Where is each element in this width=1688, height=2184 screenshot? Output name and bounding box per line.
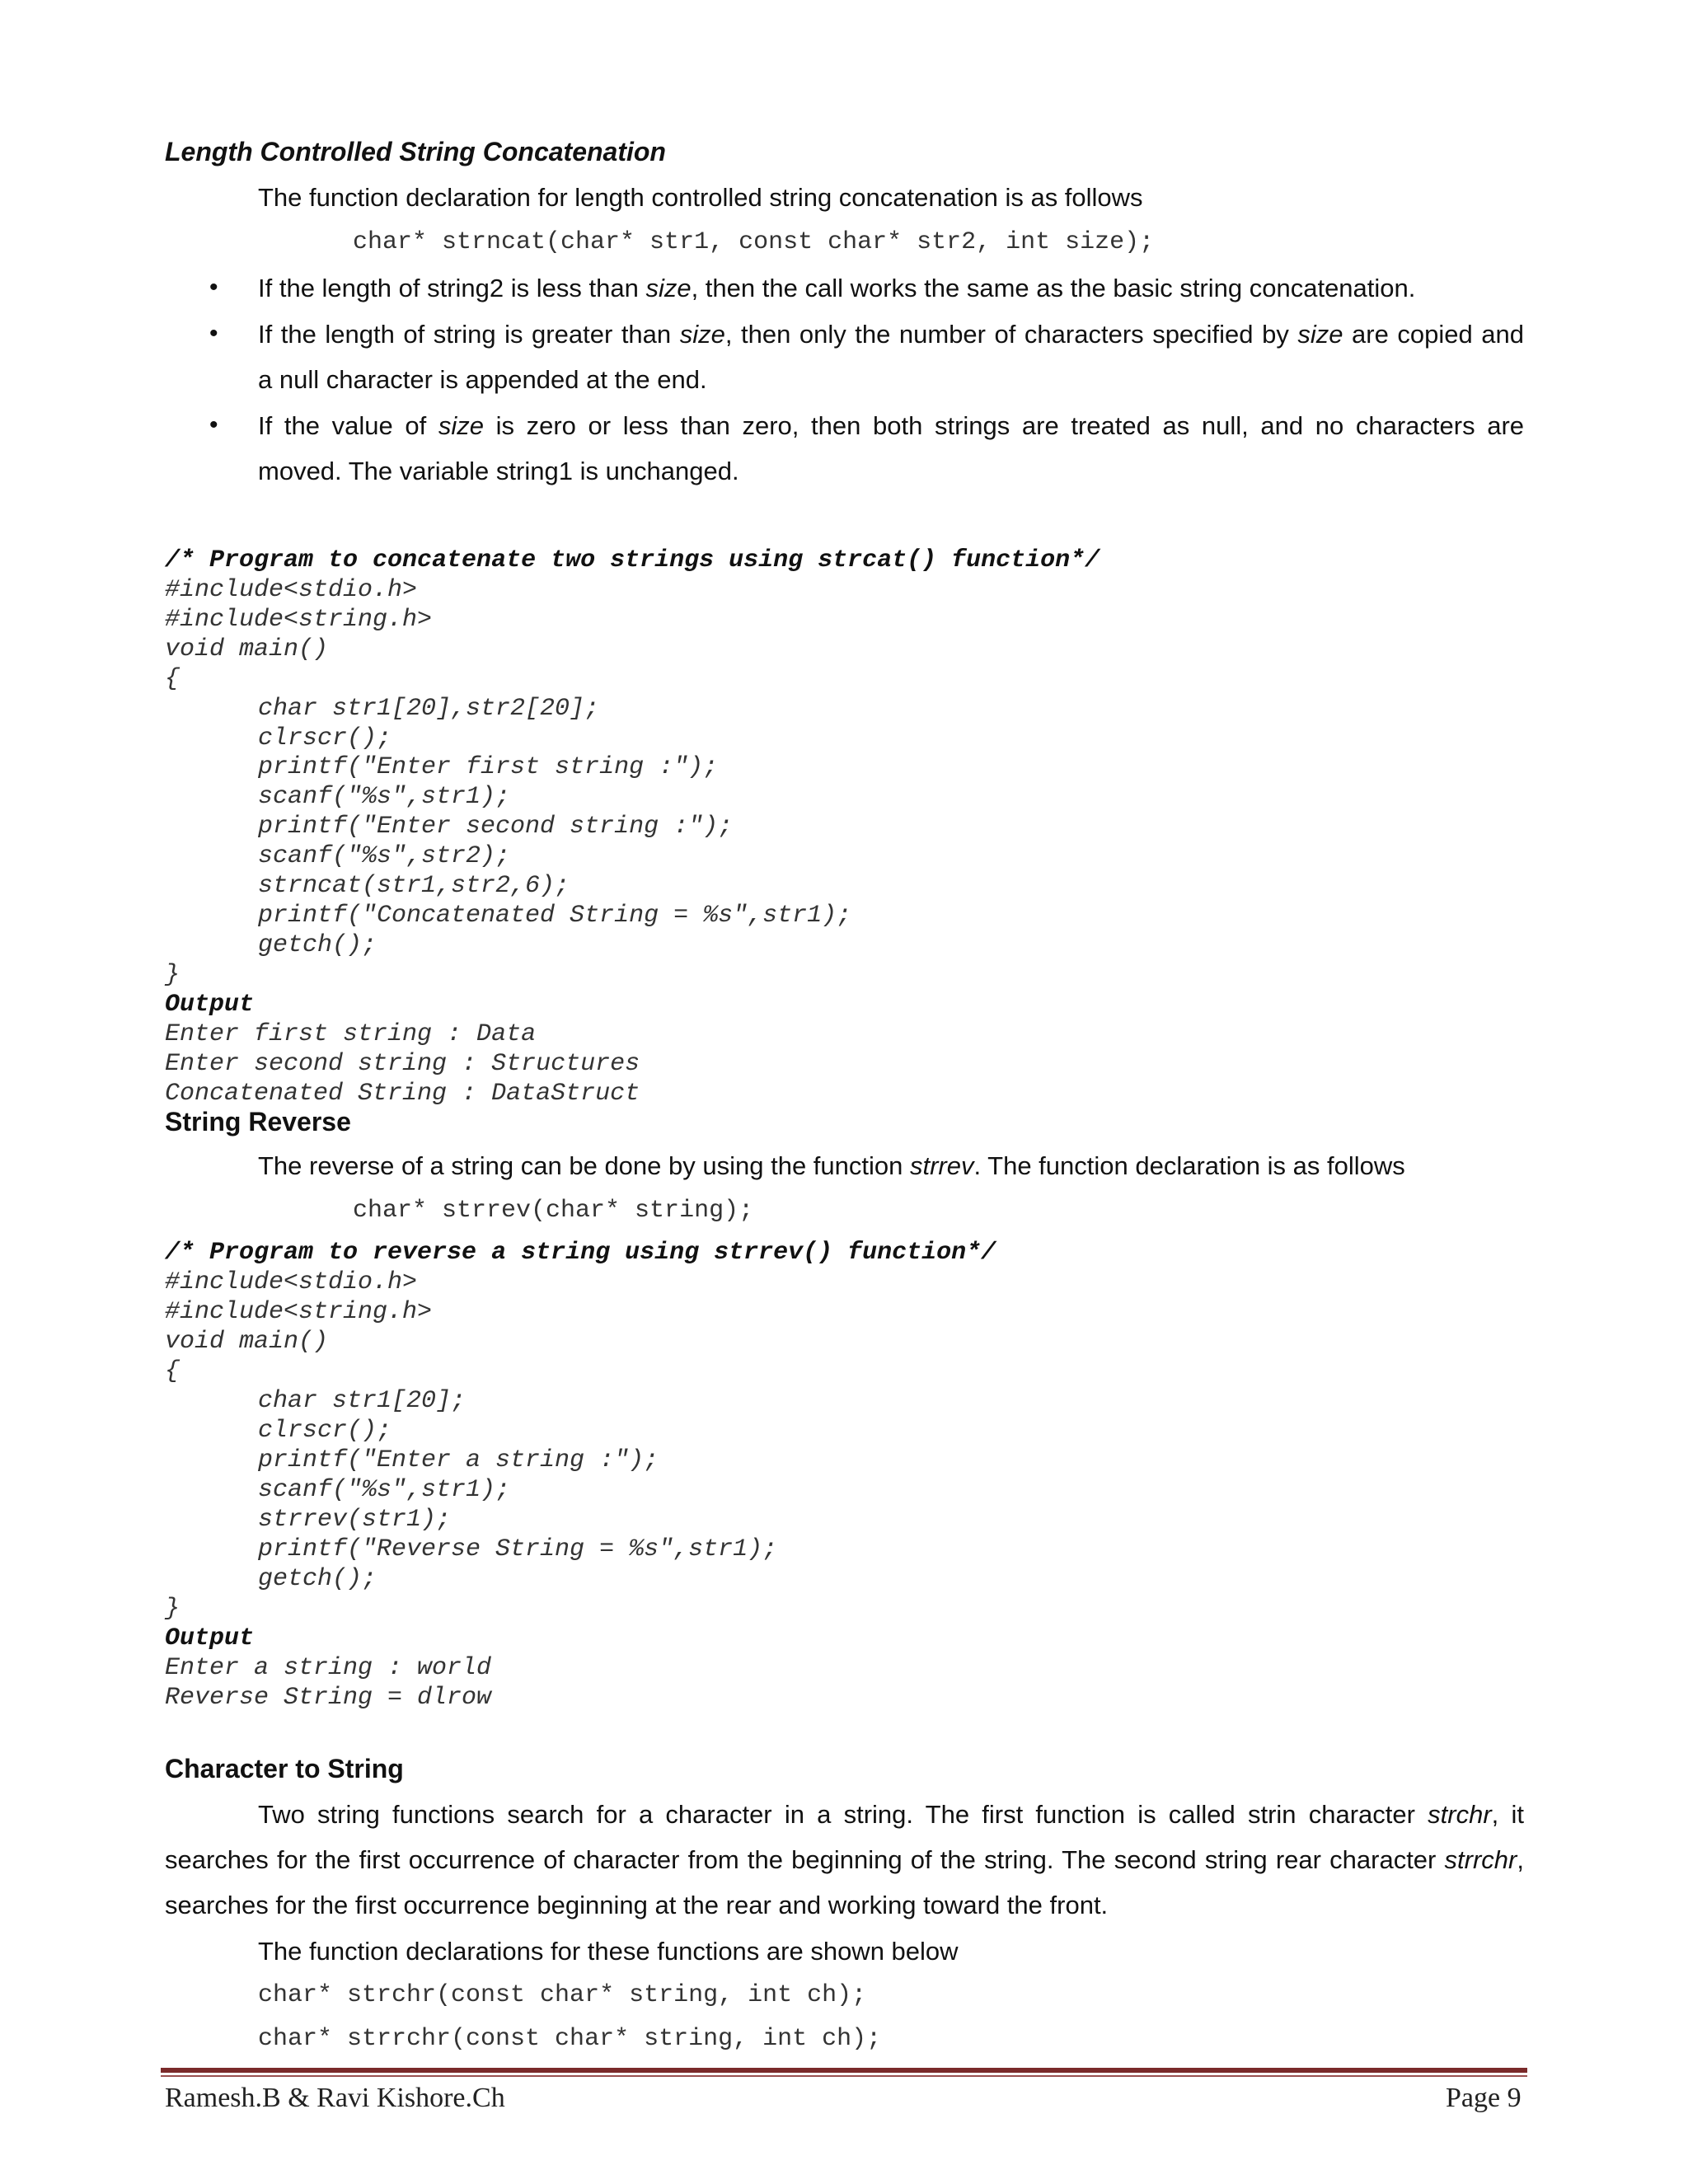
code-line: void main() [165,635,329,663]
bullet-item-continuation: moved. The variable string1 is unchanged. [258,457,739,485]
bullet-icon: • [209,274,218,301]
code-line: char str1[20]; [258,1387,467,1415]
code-line: printf("Concatenated String = %s",str1); [258,902,852,930]
intro-paragraph: The reverse of a string can be done by using the function strrev. The function declaration is as follows [258,1151,1405,1180]
bullet-icon: • [209,411,218,438]
strrchr-declaration: char* strrchr(const char* string, int ch); [258,2025,882,2053]
bullet-item: If the length of string2 is less than size, then the call works the same as the basic string concatenation. [258,274,1416,302]
bullet-item: If the value of size is zero or less than zero, then both strings are treated as null, and no characters are [258,411,1525,440]
code-comment: /* Program to reverse a string using strrev() function*/ [165,1239,996,1267]
paragraph-line: The function declarations for these functions are shown below [258,1937,959,1966]
code-comment: /* Program to concatenate two strings using strcat() function*/ [165,546,1100,574]
code-line: clrscr(); [258,724,392,752]
code-line: clrscr(); [258,1417,392,1445]
intro-paragraph: The function declaration for length controlled string concatenation is as follows [258,183,1143,212]
code-line: strrev(str1); [258,1506,452,1534]
paragraph-line: searches for the first occurrence beginning at the rear and working toward the front. [165,1891,1109,1919]
output-line: Enter second string : Structures [165,1050,640,1078]
footer-rule-thick [161,2068,1527,2073]
code-line: #include<string.h> [165,606,433,634]
output-line: Concatenated String : DataStruct [165,1080,640,1108]
code-line: printf("Enter second string :"); [258,813,734,841]
code-line: getch(); [258,931,377,959]
footer-page-number: Page 9 [1446,2083,1522,2113]
code-line: scanf("%s",str1); [258,1476,511,1504]
code-line: char str1[20],str2[20]; [258,695,600,723]
code-line: printf("Reverse String = %s",str1); [258,1535,778,1563]
code-line: printf("Enter a string :"); [258,1446,659,1474]
code-line: strncat(str1,str2,6); [258,872,570,900]
code-line: #include<stdio.h> [165,576,418,604]
code-line: printf("Enter first string :"); [258,753,719,781]
output-label: Output [165,991,255,1019]
strchr-declaration: char* strchr(const char* string, int ch); [258,1981,867,2009]
output-label: Output [165,1624,255,1652]
strncat-declaration: char* strncat(char* str1, const char* str2, int size); [353,228,1155,256]
code-line: getch(); [258,1565,377,1593]
code-line: } [165,1595,181,1623]
code-line: } [165,961,181,989]
strrev-declaration: char* strrev(char* string); [353,1197,754,1225]
section-heading-length-controlled: Length Controlled String Concatenation [165,137,666,166]
paragraph-line: Two string functions search for a character in a string. The first function is called strin character strchr, it [258,1800,1524,1829]
section-heading-character-to-string: Character to String [165,1754,404,1783]
code-line: scanf("%s",str2); [258,842,511,870]
output-line: Reverse String = dlrow [165,1684,492,1712]
output-line: Enter a string : world [165,1654,492,1682]
code-line: void main() [165,1328,329,1356]
bullet-item-continuation: a null character is appended at the end. [258,365,707,394]
code-line: { [165,665,181,693]
code-line: #include<stdio.h> [165,1268,418,1296]
bullet-icon: • [209,320,218,347]
output-line: Enter first string : Data [165,1020,537,1048]
code-line: { [165,1357,181,1385]
footer-authors: Ramesh.B & Ravi Kishore.Ch [165,2083,505,2113]
code-line: scanf("%s",str1); [258,783,511,811]
bullet-item: If the length of string is greater than size, then only the number of characters specified by size are copied and [258,320,1524,349]
code-line: #include<string.h> [165,1298,433,1326]
footer-rule-thin [161,2075,1527,2077]
paragraph-line: searches for the first occurrence of character from the beginning of the string. The second string rear character strrchr, [165,1845,1524,1874]
section-heading-string-reverse: String Reverse [165,1107,351,1137]
